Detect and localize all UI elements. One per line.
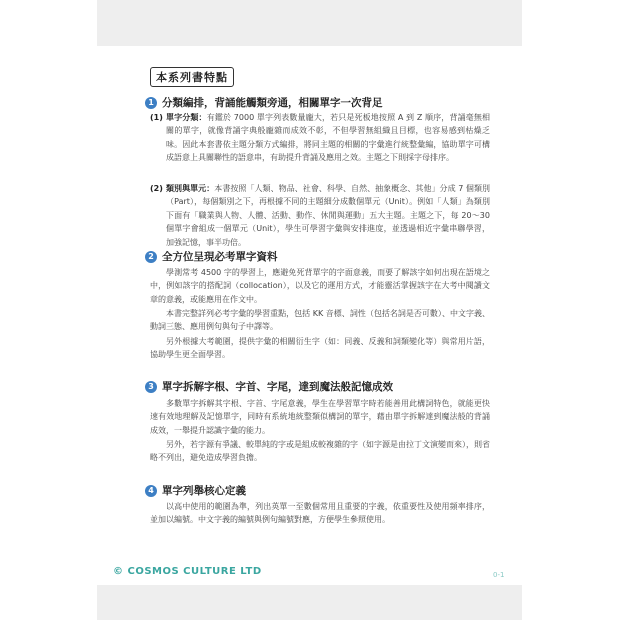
section-1-item-1 [150, 111, 490, 165]
footer-band [97, 585, 522, 620]
section-4-title: 單字列舉核心定義 [162, 485, 246, 497]
section-3-heading [145, 379, 393, 394]
section-1-number-badge: 1 [145, 97, 157, 109]
section-3-paragraph-1: 多數單字拆解其字根、字首、字尾意義，學生在學習單字時若能善用此構詞特色，就能更快速有效地理解及記憶單字，同時有系統地統整類似構詞的單字，藉由單字拆解達到魔法般的背誦成效，一舉提升認識字彙的能力。 [150, 399, 490, 435]
copyright-notice: © COSMOS CULTURE LTD [113, 566, 262, 577]
item-text: 本書按照「人類、物品、社會、科學、自然、抽象概念、其他」分成 7 個類別（Part），每個類別之下，再根據不同的主題細分成數個單元（Unit）。例如「人類」為類別下面有「職業與人物、人體、活動、動作、休閒與運動」五大主題。主題之下，每 20～30 個單字會組成一個單元（Unit），學生可學習字彙與安排進度，並透過相近字彙串聯學習，加強記憶，事半功倍。 [166, 184, 490, 247]
section-2-number-badge: 2 [145, 251, 157, 263]
section-2-paragraph-1: 學測常考 4500 字的學習上，應避免死背單字的字面意義，而要了解該字如何出現在語境之中，例如該字的搭配詞（collocation），以及它的運用方式，才能靈活掌握該字在大考中閱讀文章的意義，或能應用在作文中。 [150, 268, 490, 304]
section-3-title: 單字拆解字根、字首、字尾，達到魔法般記憶成效 [162, 381, 393, 393]
section-3-number-badge: 3 [145, 381, 157, 393]
item-title: 單字分類： [166, 113, 207, 122]
page-title: 本系列書特點 [150, 67, 234, 87]
section-2-title: 全方位呈現必考單字資料 [162, 251, 278, 263]
section-1-title: 分類編排，背誦能觸類旁通，相關單字一次背足 [162, 97, 383, 109]
page-number: 0-1 [493, 571, 505, 579]
header-band [97, 0, 522, 46]
section-1-item-2 [150, 182, 490, 249]
section-3-paragraph-2: 另外，若字源有爭議、較單純的字或是組成較複雜的字（如字源是由拉丁文演變而來），則省略不列出，避免造成學習負擔。 [150, 440, 490, 463]
item-title: 類別與單元： [166, 184, 215, 193]
item-number: (2) [150, 184, 163, 193]
section-2-paragraph-3: 另外根據大考範圍，提供字彙的相關衍生字（如：同義、反義和詞類變化等）與常用片語，協助學生更全面學習。 [150, 337, 490, 360]
section-2-paragraph-2: 本書完整詳列必考字彙的學習重點，包括 KK 音標、詞性（包括名詞是否可數）、中文字義、動詞三態、應用例句與句子中譯等。 [150, 309, 490, 332]
section-1-heading [145, 95, 383, 110]
section-4-number-badge: 4 [145, 485, 157, 497]
section-4-paragraph-1: 以高中使用的範圍為準，列出英單一至數個常用且重要的字義，依重要性及使用頻率排序，並加以編號。中文字義的編號與例句編號對應，方便學生參照使用。 [150, 502, 490, 525]
section-4-heading [145, 483, 246, 498]
section-2-heading [145, 249, 278, 264]
item-text: 有鑑於 7000 單字列表數量龐大，若只是死板地按照 A 到 Z 順序，背誦毫無相關的單字，就像背誦字典般龐雜而成效不彰，不但學習無組織且目標，也容易感到枯燥乏味。因此本套書依主題分類方式編排，將同主題的相關的字彙進行統整彙編，協助單字可構成語意上具關聯性的語意串，有助提升背誦及應用之效。主題之下則採字母排序。 [166, 113, 490, 163]
item-number: (1) [150, 113, 163, 122]
